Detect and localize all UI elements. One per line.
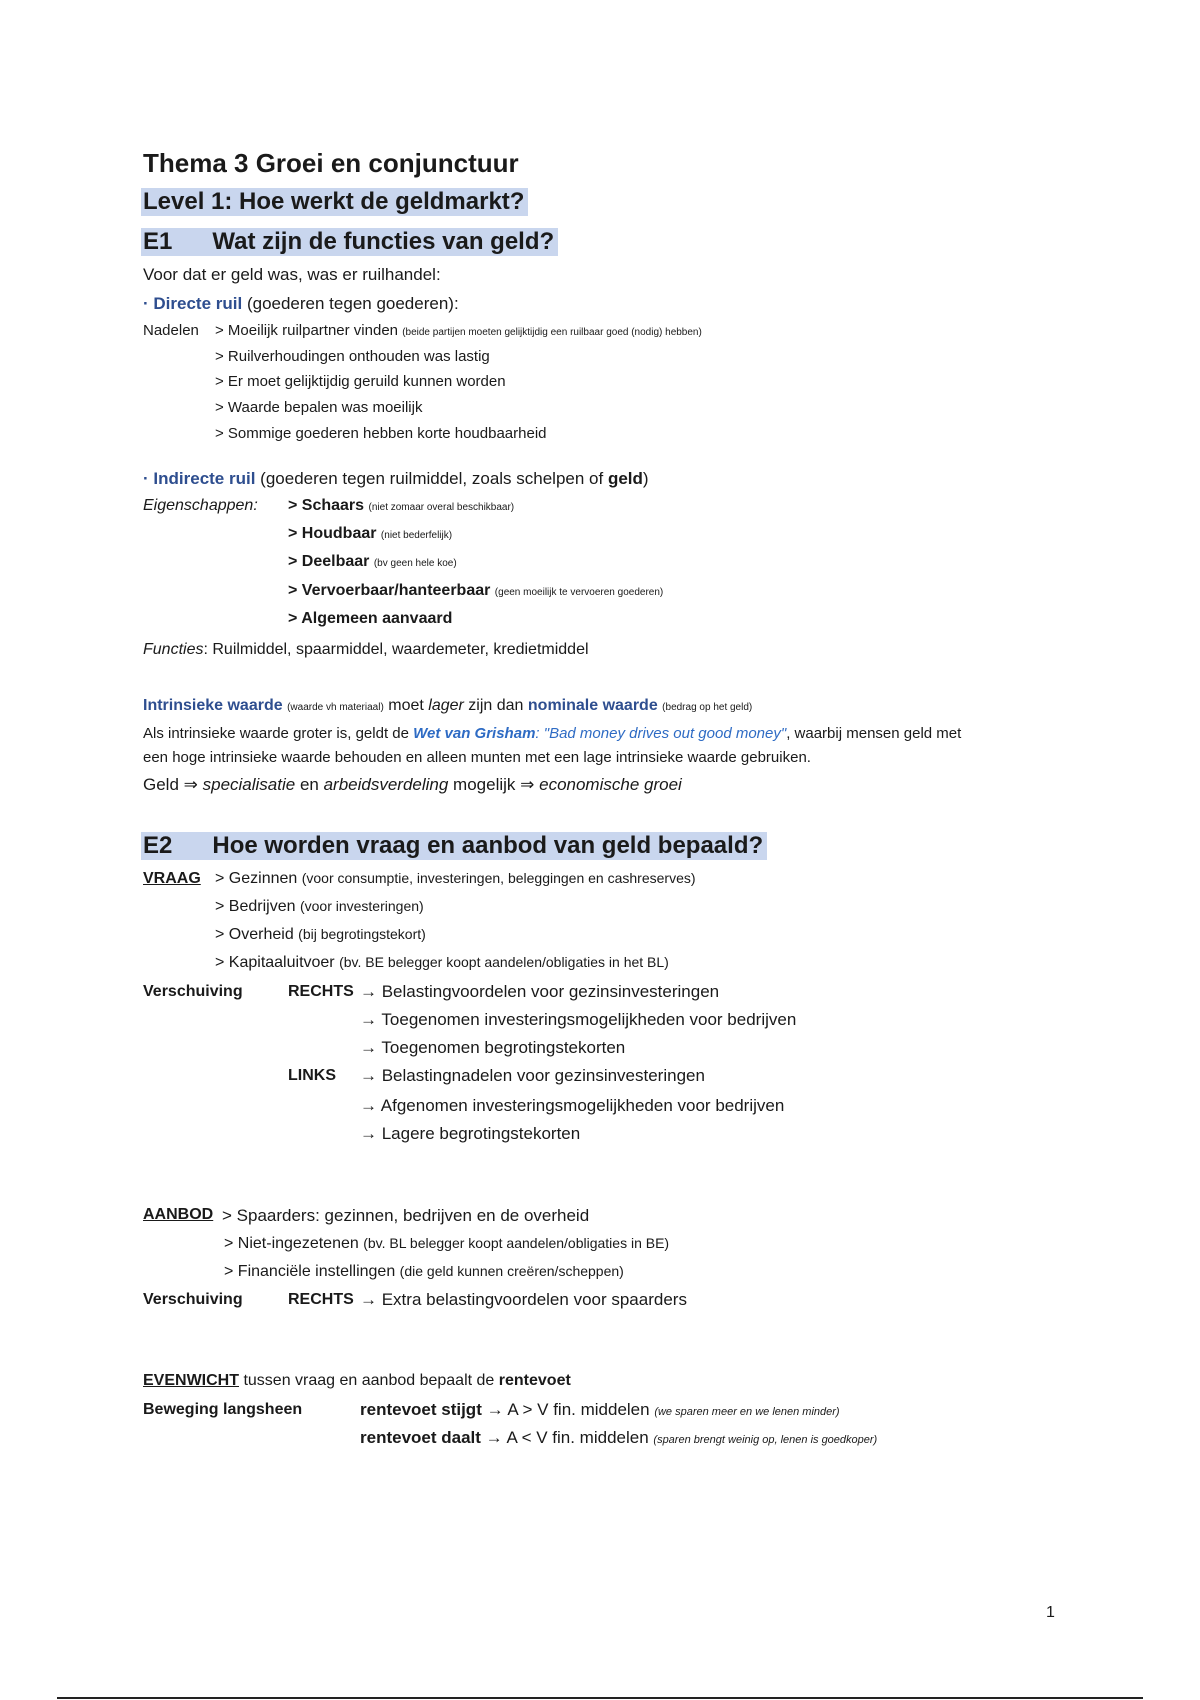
vraag-item: > Gezinnen (voor consumptie, investeringen, beleggingen en cashreserves) <box>215 870 696 887</box>
eigenschap-item: > Vervoerbaar/hanteerbaar (geen moeilijk te vervoeren goederen) <box>288 582 664 599</box>
aanbod-rechts-item: → Extra belastingvoordelen voor spaarders <box>360 1290 687 1309</box>
vraag-item: > Kapitaaluitvoer (bv. BE belegger koopt aandelen/obligaties in het BL) <box>215 954 669 971</box>
e2-heading <box>141 832 767 860</box>
directe-ruil-desc: (goederen tegen goederen): <box>246 294 459 313</box>
directe-ruil-label: Directe ruil <box>153 294 243 313</box>
footer-rule <box>57 1697 1143 1699</box>
eigenschappen-label: Eigenschappen: <box>143 497 258 514</box>
level-heading: Level 1: Hoe werkt de geldmarkt? <box>141 188 528 216</box>
gresham-line-2: een hoge intrinsieke waarde behouden en alleen munten met een lage intrinsieke waarde gebruiken. <box>143 749 811 766</box>
gresham-line-1: Als intrinsieke waarde groter is, geldt de Wet van Grisham: "Bad money drives out good money", waarbij mensen geld met <box>143 725 962 742</box>
rechts-label: RECHTS <box>288 983 354 1000</box>
e2-title: Hoe worden vraag en aanbod van geld bepaald? <box>212 832 764 859</box>
e2-number: E2 <box>143 832 173 859</box>
e1-title: Wat zijn de functies van geld? <box>212 228 555 255</box>
page-number: 1 <box>1046 1604 1055 1621</box>
rentevoet-daalt-line: rentevoet daalt → A < V fin. middelen (sparen brengt weinig op, lenen is goedkoper) <box>360 1428 878 1447</box>
indirecte-ruil-label: Indirecte ruil <box>153 469 256 488</box>
rechts-item: → Toegenomen investeringsmogelijkheden voor bedrijven <box>360 1010 797 1029</box>
nadelen-item: > Moeilijk ruilpartner vinden (beide partijen moeten gelijktijdig een ruilbaar goed (nodig) hebben) <box>215 322 702 339</box>
evenwicht-line: EVENWICHT tussen vraag en aanbod bepaalt de rentevoet <box>143 1372 571 1389</box>
e1-number: E1 <box>143 228 173 255</box>
directe-ruil-line <box>143 295 459 312</box>
rechts-item: → Belastingvoordelen voor gezinsinvesteringen <box>360 982 720 1001</box>
rentevoet-stijgt-line: rentevoet stijgt → A > V fin. middelen (we sparen meer en we lenen minder) <box>360 1400 840 1419</box>
document-title: Thema 3 Groei en conjunctuur <box>143 148 519 178</box>
links-item: → Belastingnadelen voor gezinsinvesteringen <box>360 1066 705 1085</box>
aanbod-item: > Financiële instellingen (die geld kunnen creëren/scheppen) <box>224 1263 624 1280</box>
vraag-item: > Overheid (bij begrotingstekort) <box>215 926 426 943</box>
e1-heading <box>141 228 558 256</box>
links-label: LINKS <box>288 1067 336 1084</box>
e1-intro: Voor dat er geld was, was er ruilhandel: <box>143 265 441 284</box>
eigenschap-item: > Houdbaar (niet bederfelijk) <box>288 525 453 542</box>
geld-line: Geld ⇒ specialisatie en arbeidsverdeling mogelijk ⇒ economische groei <box>143 775 682 794</box>
beweging-label: Beweging langsheen <box>143 1401 303 1418</box>
verschuiving-label: Verschuiving <box>143 983 243 1000</box>
intrinsieke-waarde-line: Intrinsieke waarde (waarde vh materiaal) moet lager zijn dan nominale waarde (bedrag op het geld) <box>143 697 753 714</box>
nadelen-item: > Ruilverhoudingen onthouden was lastig <box>215 348 490 365</box>
bullet: · <box>143 294 149 313</box>
links-item: → Lagere begrotingstekorten <box>360 1124 581 1143</box>
rechts-item: → Toegenomen begrotingstekorten <box>360 1038 626 1057</box>
links-item: → Afgenomen investeringsmogelijkheden voor bedrijven <box>360 1096 785 1115</box>
nadelen-label: Nadelen <box>143 322 199 339</box>
eigenschap-item: > Schaars (niet zomaar overal beschikbaar) <box>288 497 515 514</box>
vraag-label: VRAAG <box>143 870 201 887</box>
aanbod-label: AANBOD <box>143 1206 214 1223</box>
eigenschap-item: > Deelbaar (bv geen hele koe) <box>288 553 457 570</box>
functies-line: Functies: Ruilmiddel, spaarmiddel, waardemeter, kredietmiddel <box>143 641 589 658</box>
indirecte-ruil-line: · Indirecte ruil (goederen tegen ruilmiddel, zoals schelpen of geld) <box>143 469 649 488</box>
eigenschap-item: > Algemeen aanvaard <box>288 610 453 627</box>
aanbod-verschuiving-label: Verschuiving <box>143 1291 243 1308</box>
aanbod-item: > Spaarders: gezinnen, bedrijven en de overheid <box>222 1206 590 1225</box>
aanbod-item: > Niet-ingezetenen (bv. BL belegger koopt aandelen/obligaties in BE) <box>224 1235 670 1252</box>
aanbod-rechts-label: RECHTS <box>288 1291 354 1308</box>
vraag-item: > Bedrijven (voor investeringen) <box>215 898 424 915</box>
nadelen-item: > Sommige goederen hebben korte houdbaarheid <box>215 425 547 442</box>
nadelen-item: > Er moet gelijktijdig geruild kunnen worden <box>215 373 506 390</box>
nadelen-item: > Waarde bepalen was moeilijk <box>215 399 423 416</box>
